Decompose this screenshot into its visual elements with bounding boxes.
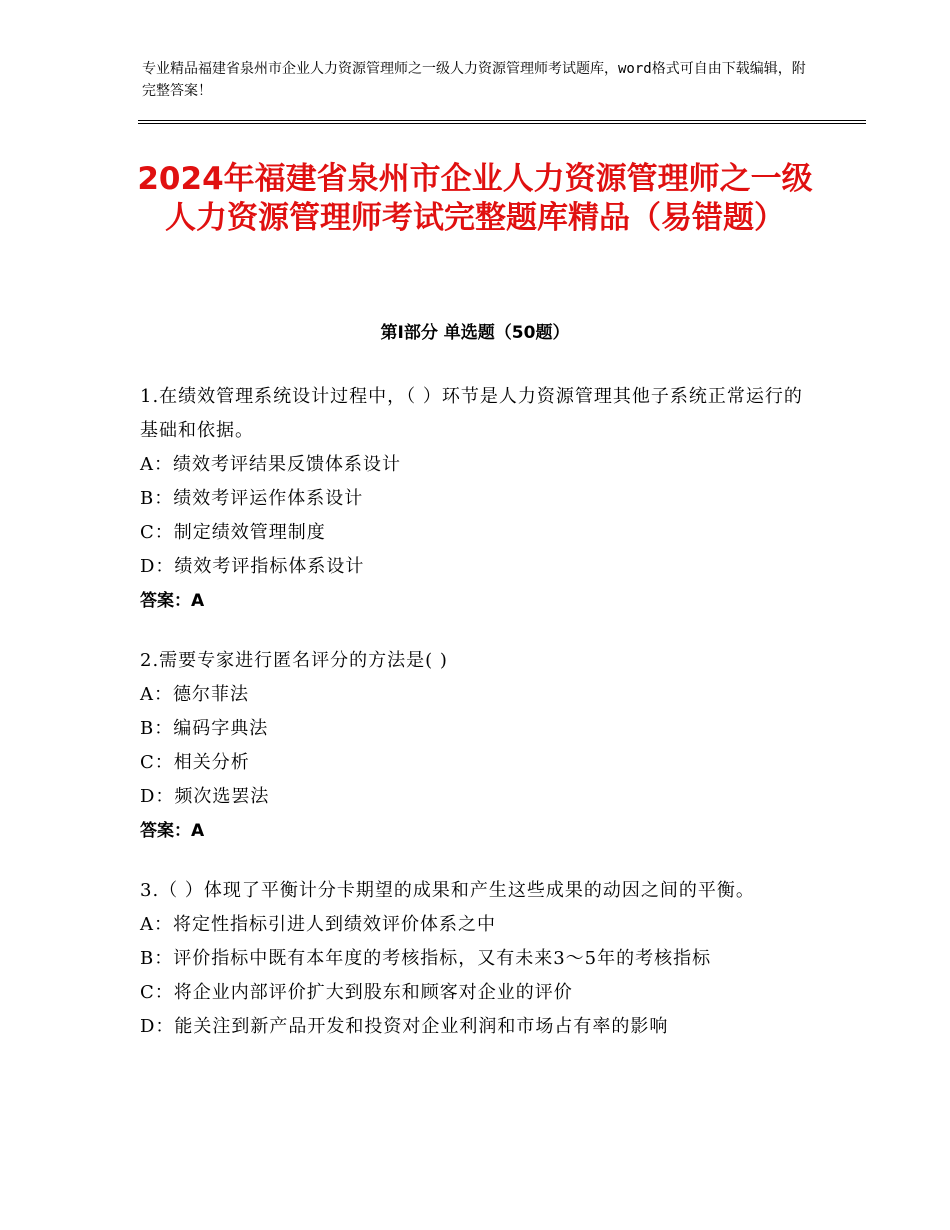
question-stem: 3.（ ）体现了平衡计分卡期望的成果和产生这些成果的动因之间的平衡。	[140, 880, 755, 901]
option-b: B：绩效考评运作体系设计	[140, 488, 364, 509]
header-rule-bottom	[138, 123, 866, 124]
option-b: B：编码字典法	[140, 718, 269, 739]
question-list	[140, 380, 805, 1070]
option-d: D：频次选罢法	[140, 786, 270, 807]
section-heading: 第Ⅰ部分 单选题（50题）	[380, 323, 570, 343]
option-d: D：绩效考评指标体系设计	[140, 556, 365, 577]
header-note: 专业精品福建省泉州市企业人力资源管理师之一级人力资源管理师考试题库，word格式可自由下载编辑，附完整答案！	[142, 61, 806, 99]
option-a: A：将定性指标引进人到绩效评价体系之中	[140, 914, 496, 935]
answer: 答案：A	[140, 591, 205, 611]
question-3	[140, 874, 805, 1044]
option-c: C：相关分析	[140, 752, 250, 773]
question-stem: 2.需要专家进行匿名评分的方法是( )	[140, 650, 448, 671]
answer: 答案：A	[140, 821, 205, 841]
option-a: A：德尔菲法	[140, 684, 249, 705]
question-2	[140, 644, 805, 848]
option-c: C：将企业内部评价扩大到股东和顾客对企业的评价	[140, 982, 573, 1003]
document-title: 2024年福建省泉州市企业人力资源管理师之一级人力资源管理师考试完整题库精品（易错题）	[137, 161, 813, 236]
question-stem: 1.在绩效管理系统设计过程中，（ ）环节是人力资源管理其他子系统正常运行的基础和依据。	[140, 386, 803, 441]
question-1	[140, 380, 805, 618]
header-rule-top	[138, 120, 866, 121]
option-b: B：评价指标中既有本年度的考核指标，又有未来3～5年的考核指标	[140, 948, 712, 969]
option-a: A：绩效考评结果反馈体系设计	[140, 454, 401, 475]
option-d: D：能关注到新产品开发和投资对企业利润和市场占有率的影响	[140, 1016, 669, 1037]
option-c: C：制定绩效管理制度	[140, 522, 326, 543]
